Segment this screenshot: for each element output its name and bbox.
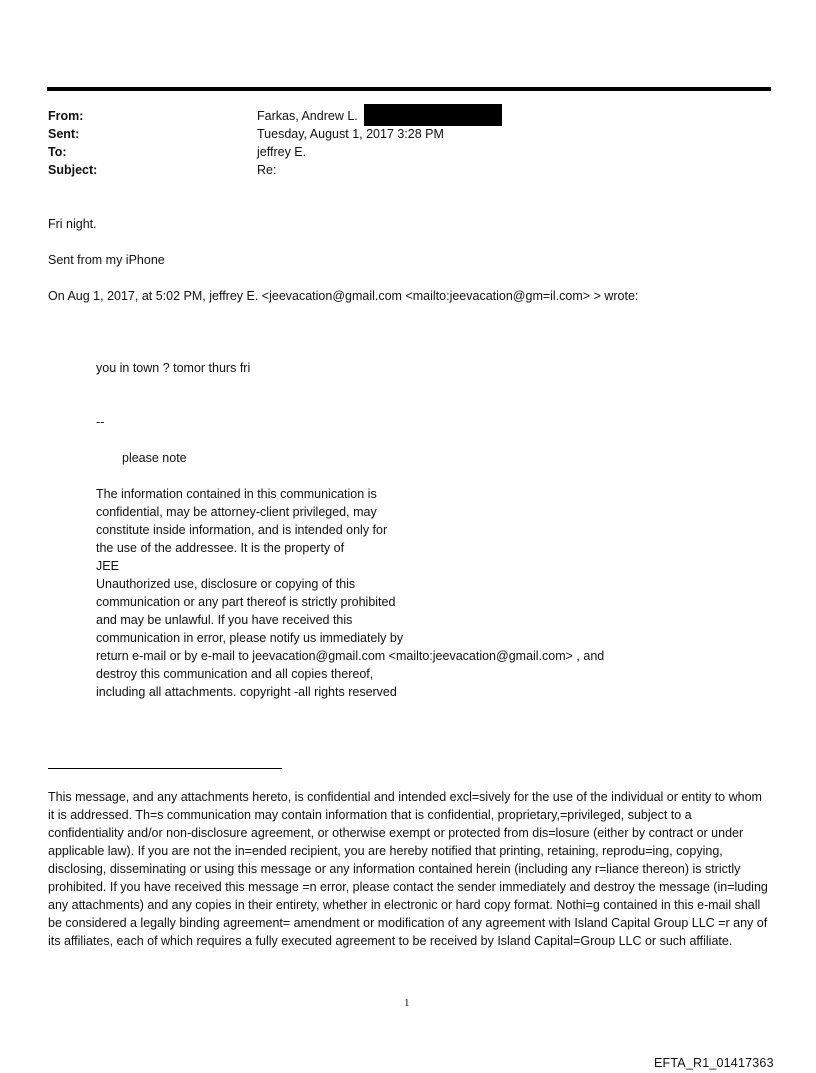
confidentiality-disclaimer: This message, and any attachments hereto, is confidential and intended excl=sively for the use of the individual or entity to whom it is addressed. Th=s communication may contain information that is confidential, proprietary,=privileged, subject to a confidentiality and/or non-disclosure agreement, or otherwise exempt or protected from dis=losure (either by contract or under applicable law). If you are not the in=ended recipient, you are hereby notified that printing, retaining, reprodu=ing, copying, disclosing, disseminating or using this message or any information contained herein (including any r=liance thereon) is strictly prohibited. If you have received this message =n error, please contact the sender immediately and destroy the message (in=luding any attachments) and any copies in their entirety, whether in electronic or hard copy format. Nothi=g contained in this e-mail shall be considered a legally binding agreement= amendment or modification of any agreement with Island Capital Group LLC =r any of its affiliates, each of which requires a fully executed agreement to be received by Island Capital=Group LLC or such affiliate.: [48, 790, 768, 948]
bates-number: EFTA_R1_01417363: [654, 1056, 774, 1070]
notice-line: destroy this communication and all copies thereof,: [96, 667, 374, 681]
to-value: jeffrey E.: [257, 145, 307, 159]
redaction-box: [364, 104, 502, 126]
quoted-separator: --: [96, 415, 105, 429]
notice-line: JEE: [96, 559, 119, 573]
body-quote-intro: On Aug 1, 2017, at 5:02 PM, jeffrey E. <jeevacation@gmail.com <mailto:jeevacation@gm=il.com> > wrote:: [48, 289, 639, 303]
sent-label: Sent:: [48, 127, 80, 141]
notice-line: confidential, may be attorney-client privileged, may: [96, 505, 377, 519]
subject-label: Subject:: [48, 163, 98, 177]
notice-line: and may be unlawful. If you have received this: [96, 613, 353, 627]
quoted-please-note: please note: [122, 451, 187, 465]
body-signature: Sent from my iPhone: [48, 253, 165, 267]
to-label: To:: [48, 145, 67, 159]
header-rule: [47, 87, 771, 91]
notice-line: communication in error, please notify us immediately by: [96, 631, 404, 645]
sent-value: Tuesday, August 1, 2017 3:28 PM: [257, 127, 444, 141]
notice-line: including all attachments. copyright -all rights reserved: [96, 685, 397, 699]
notice-line: return e-mail or by e-mail to jeevacation@gmail.com <mailto:jeevacation@gmail.com> , and: [96, 649, 605, 663]
quoted-question: you in town ? tomor thurs fri: [96, 361, 251, 375]
notice-line: The information contained in this communication is: [96, 487, 377, 501]
from-label: From:: [48, 109, 84, 123]
subject-value: Re:: [257, 163, 277, 177]
body-reply-text: Fri night.: [48, 217, 97, 231]
from-value: Farkas, Andrew L.: [257, 109, 358, 123]
notice-line: Unauthorized use, disclosure or copying of this: [96, 577, 356, 591]
notice-line: communication or any part thereof is strictly prohibited: [96, 595, 396, 609]
page-number: 1: [404, 997, 410, 1009]
notice-line: constitute inside information, and is intended only for: [96, 523, 388, 537]
footer-rule: [48, 768, 282, 769]
notice-line: the use of the addressee. It is the property of: [96, 541, 345, 555]
